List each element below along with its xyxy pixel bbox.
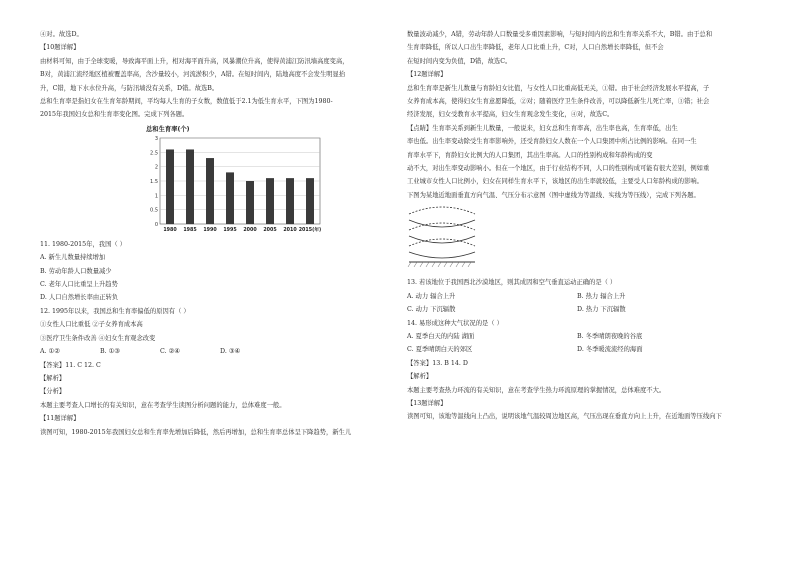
analysis-text: 本题主要考查热力环流的有关知识，意在考查学生热力环流原理的掌握情况，总体难度不大。 <box>407 386 666 394</box>
left-text-block-b <box>40 238 398 345</box>
left-column <box>40 28 398 439</box>
text-line: 【答案】11. C 12. C <box>40 361 101 369</box>
left-text-block-a <box>40 28 398 122</box>
q12-options <box>40 345 398 358</box>
text-line: 育率水平下，育龄妇女比例大的人口集团，其出生率高。人口的性别构成和年龄构成的变 <box>407 151 653 159</box>
text-line: C. 老年人口比重呈上升趋势 <box>40 281 118 289</box>
text-line: B. 劳动年龄人口数量减少 <box>40 267 112 275</box>
text-line: 12. 1995年以来，我国总和生育率偏低的原因有（ ） <box>40 307 190 315</box>
q14-option-d: D. 冬季暖流流经的海面 <box>577 346 643 354</box>
text-line: A. 新生儿数量持续增加 <box>40 254 106 262</box>
x-tick-label: 2005 <box>263 227 277 233</box>
text-line: 2015年我国妇女总和生育率变化图。完成下列各题。 <box>40 111 189 119</box>
q13-option-c: C. 动力 下沉辐散 <box>407 306 456 314</box>
text-line: 数量波动减少，A错，劳动年龄人口数量受多重因素影响，与短时间内的总和生育率关系不大，B错。由于总和 <box>407 31 713 38</box>
text-line: 11. 1980-2015年，我国（ ） <box>40 240 126 248</box>
q12-option-a: A. ①② <box>40 348 60 356</box>
isobar-line <box>409 236 475 243</box>
y-tick-label: 1 <box>154 193 158 200</box>
text-line: ③医疗卫生条件改善 ④妇女生育观念改变 <box>40 334 156 342</box>
text-line: D. 人口自然增长率由正转负 <box>40 294 119 302</box>
bar <box>186 149 194 224</box>
text-line: 【点睛】生育率关系到新生儿数量，一般说来，妇女总和生育率高，出生率也高，生育率低，出生 <box>407 124 678 132</box>
isotherm-line <box>409 223 475 230</box>
chart-title: 总和生育率(个) <box>146 125 190 133</box>
q14-option-c: C. 夏季晴朗白天的郊区 <box>407 346 473 354</box>
text-line: ④对。故选D。 <box>40 31 83 38</box>
text-line: 【10题详解】 <box>40 44 80 52</box>
y-tick-label: 0 <box>154 221 158 228</box>
y-tick-label: 2 <box>154 164 158 171</box>
q14-option-a: A. 夏季白天的内陆 湖面 <box>407 332 475 340</box>
q14-option-b: B. 冬季晴朗夜晚的谷底 <box>577 332 643 340</box>
q13-detail-text: 读图可知，该地等温线向上凸出，说明该地气温较周边地区高，气压出现在垂直方向上上升，在近地面等压线向下 <box>407 413 722 421</box>
text-line: 读图可知，1980-2015年我国妇女总和生育率先增加后降低，然后再增加，总和生育率总体呈下降趋势，新生儿 <box>40 428 352 436</box>
q13-options-row2 <box>407 303 765 316</box>
q12-option-d: D. ③④ <box>220 348 241 356</box>
y-tick-label: 2.5 <box>150 150 158 157</box>
jiexi-heading: 【解析】 <box>407 373 433 381</box>
text-line: 总和生育率是指妇女在生育年龄期间，平均每人生育的子女数，数值低于2.1为低生育水平，下图为1980- <box>40 98 333 106</box>
isotherm-isobar-diagram <box>407 202 765 276</box>
right-column <box>407 28 765 424</box>
q13-option-b: B. 热力 辐合上升 <box>577 292 626 300</box>
y-tick-label: 1.5 <box>150 178 158 185</box>
right-text-block-b <box>407 276 765 423</box>
isobar-line <box>409 220 475 227</box>
q13-option-a: A. 动力 辐合上升 <box>407 292 456 300</box>
x-tick-label: 1990 <box>203 227 217 233</box>
text-line: 【分析】 <box>40 388 66 396</box>
answer-13-14: 【答案】13. B 14. D <box>407 359 468 367</box>
x-tick-label: 2015(年) <box>298 227 322 233</box>
right-text-block-a <box>407 28 765 202</box>
text-line: 女养育成本高，使得妇女生育意愿降低，②对；随着医疗卫生条件改善，可以降低新生儿死亡率，③错；社会 <box>407 98 710 106</box>
text-line: 动不大，对出生率变动影响小。但在一个地区，由于行业结构不同，人口的性别构成可能有很大差别，例如重 <box>407 165 710 173</box>
q13-stem: 13. 若该地位于我国西北沙漠地区，则其成因和空气垂直运动正确的是（ ） <box>407 279 617 287</box>
text-line: 率也低。出生率变动除受生育率影响外，还受育龄妇女人数在一个人口集团中所占比例的影响。在同一生 <box>407 138 697 146</box>
bar <box>226 172 234 224</box>
text-line: 【11题详解】 <box>40 415 80 423</box>
q13-option-d: D. 热力 下沉辐散 <box>577 306 626 314</box>
text-line: 【解析】 <box>40 374 66 382</box>
x-tick-label: 1995 <box>223 227 237 233</box>
bar <box>206 158 214 224</box>
q14-options-row1 <box>407 330 765 343</box>
isotherm-line <box>409 207 475 214</box>
fertility-chart <box>40 122 398 238</box>
text-line: ①女性人口比重低 ②子女养育成本高 <box>40 321 143 329</box>
bar <box>286 178 294 224</box>
q14-options-row2 <box>407 343 765 356</box>
bar <box>306 178 314 224</box>
q12-option-b: B. ①③ <box>100 348 120 356</box>
ground-hatching <box>408 262 471 267</box>
y-tick-label: 0.5 <box>150 207 158 214</box>
fertility-chart-svg <box>146 124 326 236</box>
text-line: 本题主要考查人口增长的有关知识，意在考查学生读图分析问题的能力，总体难度一般。 <box>40 401 286 409</box>
text-line: 工业城市女性人口比例小，妇女在同样生育水平下，该地区的出生率就较低，主要受人口年龄构成的影响。 <box>407 178 703 186</box>
bar <box>266 178 274 224</box>
x-tick-label: 1985 <box>183 227 197 233</box>
text-line: 下图为某地近地面垂直方向气温、气压分布示意图（图中虚线为等温线、实线为等压线），完成下列各题。 <box>407 191 700 199</box>
x-tick-label: 1980 <box>163 227 177 233</box>
text-line: 经济发展，妇女受教育水平提高，妇女生育观念发生变化，④对，故选C。 <box>407 111 614 119</box>
text-line: 在短时间内变为负值，D错，故选C。 <box>407 57 512 65</box>
y-tick-label: 3 <box>154 135 158 142</box>
left-text-block-c <box>40 359 398 439</box>
q14-stem: 14. 易形成这种大气状况的是（ ） <box>407 319 503 327</box>
text-line: 总和生育率是新生儿数量与育龄妇女比值，与女性人口比重高低无关，①错。由于社会经济发展水平提高，子 <box>407 84 710 92</box>
bar <box>246 181 254 224</box>
x-tick-label: 2000 <box>243 227 257 233</box>
text-line: 生育率降低，所以人口出生率降低，老年人口比重上升，C对，人口自然增长率降低，但不会 <box>407 44 664 52</box>
isobar-line <box>409 252 475 258</box>
q12-option-c: C. ②④ <box>160 348 180 356</box>
x-tick-label: 2010 <box>283 227 297 233</box>
text-line: B对，黄浦江流经地区植被覆盖率高，含沙量较小，河流淤积少，A错。在短时间内，陆地高度不会发生明显抬 <box>40 71 346 79</box>
isotherm-line <box>409 239 475 246</box>
text-line: 【12题详解】 <box>407 71 447 79</box>
bar <box>166 149 174 224</box>
text-line: 由材料可知，由于全球变暖，导致海平面上升，相对海平面升高，风暴潮位升高，使得黄浦江防汛墙高度变高， <box>40 57 349 65</box>
q13-options-row1 <box>407 290 765 303</box>
isotherm-isobar-svg <box>407 204 477 274</box>
text-line: 升，C错，地下水水位升高，与防汛墙没有关系，D错。故选B。 <box>40 84 219 92</box>
q13-detail-heading: 【13题详解】 <box>407 399 447 407</box>
